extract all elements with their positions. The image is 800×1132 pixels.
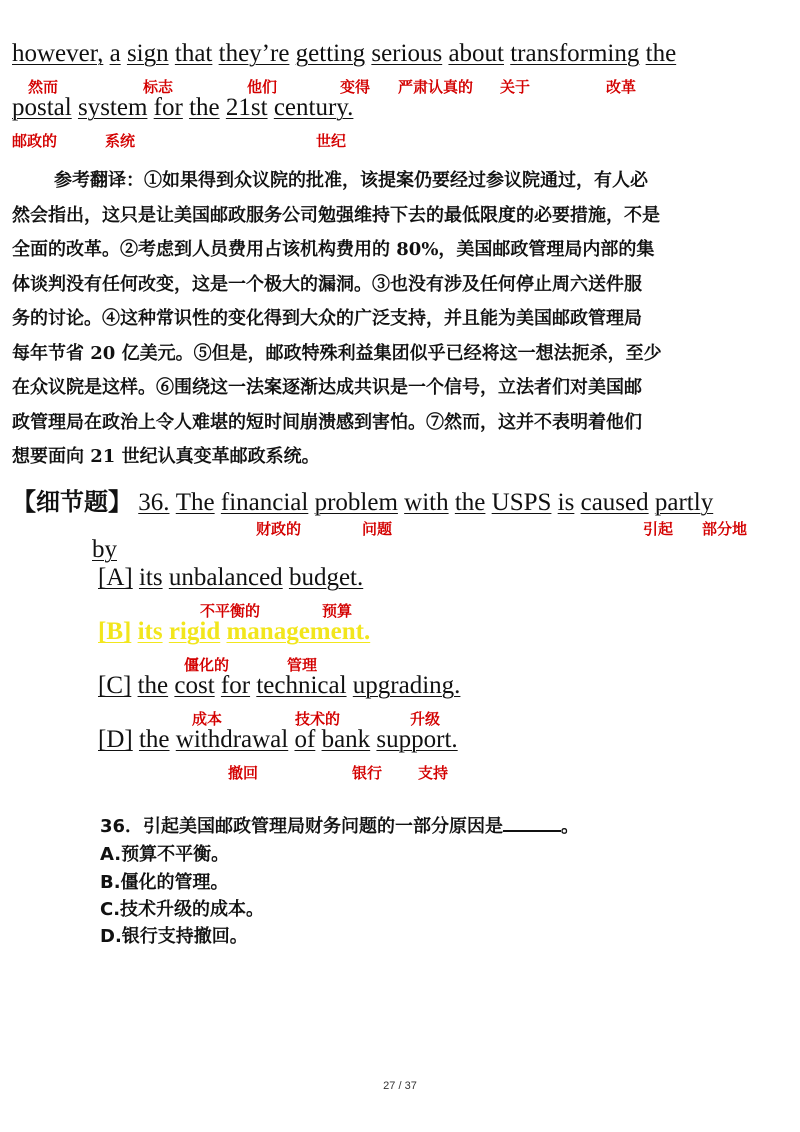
word: for — [220, 672, 251, 699]
word: transforming — [510, 40, 640, 67]
cn-option: A.预算不平衡。 — [100, 844, 230, 865]
option-a — [98, 564, 363, 592]
word: financial — [220, 489, 309, 516]
gloss: 严肃认真的 — [398, 78, 474, 96]
gloss: 世纪 — [316, 132, 347, 150]
word: 21st — [225, 94, 268, 121]
question-stem-line-2 — [92, 536, 117, 564]
translation-line: 然会指出，这只是让美国邮政服务公司勉强维持下去的最低限度的必要措施，不是 — [12, 204, 660, 226]
translation-line: 想要面向 21 世纪认真变革邮政系统。 — [12, 446, 320, 467]
question-type-tag: 【细节题】 — [12, 488, 132, 516]
word: USPS — [491, 489, 552, 516]
word: budget. — [288, 564, 364, 591]
cn-option: D.银行支持撤回。 — [100, 926, 248, 947]
word: the — [645, 40, 677, 67]
gloss: 不平衡的 — [200, 602, 261, 620]
word: however, — [12, 40, 104, 67]
translation-line: 体谈判没有任何改变，这是一个极大的漏洞。③也没有涉及任何停止周六送件服 — [12, 273, 642, 295]
gloss: 关于 — [500, 78, 531, 96]
gloss: 他们 — [247, 78, 278, 96]
word: they’re — [218, 40, 290, 67]
gloss: 邮政的 — [12, 132, 58, 150]
option-letter: [A] — [98, 564, 133, 591]
gloss: 撤回 — [228, 764, 259, 782]
word: partly — [654, 489, 714, 516]
gloss: 财政的 — [256, 520, 302, 538]
gloss: 银行 — [352, 764, 383, 782]
translation-line: 每年节省 20 亿美元。⑤但是，邮政特殊利益集团似乎已经将这一想法扼杀，至少 — [12, 342, 662, 364]
word: of — [294, 726, 316, 753]
gloss: 技术的 — [295, 710, 341, 728]
reference-translation — [12, 164, 790, 475]
word: support. — [376, 726, 458, 753]
word: problem — [314, 489, 398, 516]
word: that — [174, 40, 213, 67]
word: about — [448, 40, 504, 67]
gloss: 标志 — [143, 78, 174, 96]
word: the — [138, 726, 170, 753]
translation-line: 参考翻译：①如果得到众议院的批准，该提案仍要经过参议院通过，有人必 — [54, 170, 648, 191]
word: The — [175, 489, 215, 516]
option-letter: [C] — [98, 672, 132, 699]
word: management. — [226, 618, 371, 645]
word: unbalanced — [168, 564, 283, 591]
word: by — [92, 536, 117, 563]
word: caused — [580, 489, 649, 516]
option-b-correct-answer — [98, 618, 370, 646]
gloss: 成本 — [192, 710, 223, 728]
translation-line: 政管理局在政治上令人难堪的短时间崩溃感到害怕。⑦然而，这并不表明着他们 — [12, 411, 642, 433]
word: postal — [12, 94, 72, 121]
gloss: 升级 — [410, 710, 441, 728]
word: with — [404, 489, 449, 516]
gloss: 僵化的 — [184, 656, 230, 674]
word: serious — [371, 40, 443, 67]
word: its — [137, 618, 163, 645]
gloss: 引起 — [643, 520, 674, 538]
word: bank — [321, 726, 371, 753]
word: cost — [174, 672, 215, 699]
gloss: 问题 — [362, 520, 393, 538]
gloss: 预算 — [322, 602, 353, 620]
word: is — [557, 489, 575, 516]
translation-line: 全面的改革。②考虑到人员费用占该机构费用的 80%，美国邮政管理局内部的集 — [12, 239, 655, 260]
word: system — [77, 94, 148, 121]
word: century. — [273, 94, 354, 121]
word: the — [454, 489, 486, 516]
option-c — [98, 672, 460, 700]
option-d — [98, 726, 458, 754]
word: withdrawal — [175, 726, 289, 753]
gloss: 变得 — [340, 78, 371, 96]
gloss: 改革 — [606, 78, 637, 96]
word: rigid — [168, 618, 221, 645]
page-number: 27 / 37 — [383, 1080, 417, 1092]
word: sign — [126, 40, 169, 67]
cn-question-stem: 36．引起美国邮政管理局财务问题的一部分原因是 。 — [100, 812, 579, 838]
passage-line-2 — [12, 94, 353, 122]
word: its — [138, 564, 163, 591]
option-letter: [B] — [98, 618, 132, 645]
gloss: 系统 — [105, 132, 136, 150]
word: getting — [295, 40, 366, 67]
passage-line-1 — [12, 40, 676, 68]
translation-line: 务的讨论。④这种常识性的变化得到大众的广泛支持，并且能为美国邮政管理局 — [12, 308, 642, 329]
word: upgrading. — [352, 672, 461, 699]
gloss: 部分地 — [702, 520, 748, 538]
word: the — [137, 672, 169, 699]
word: 36. — [138, 489, 170, 516]
question-stem-line-1 — [12, 482, 713, 517]
word: a — [109, 40, 121, 67]
cn-option: B.僵化的管理。 — [100, 872, 229, 893]
word: for — [153, 94, 183, 121]
gloss: 支持 — [418, 764, 449, 782]
answer-blank — [503, 812, 561, 832]
cn-option: C.技术升级的成本。 — [100, 899, 265, 920]
translation-line: 在众议院是这样。⑥围绕这一法案逐渐达成共识是一个信号，立法者们对美国邮 — [12, 377, 642, 398]
word: technical — [256, 672, 347, 699]
option-letter: [D] — [98, 726, 133, 753]
gloss: 然而 — [28, 78, 59, 96]
word: the — [189, 94, 220, 121]
gloss: 管理 — [287, 656, 318, 674]
